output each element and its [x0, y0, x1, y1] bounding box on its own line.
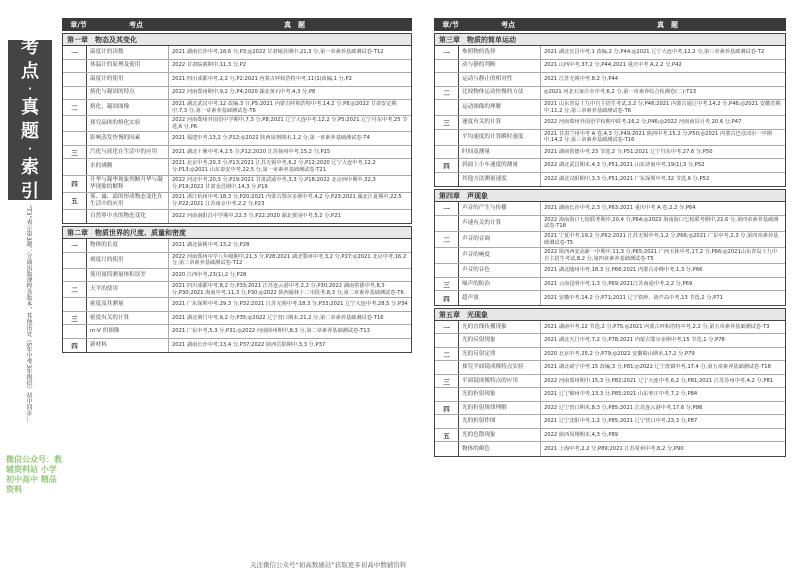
section-number: [435, 415, 459, 428]
index-row: [435, 130, 785, 146]
question-refs: 2021 北京中考,20,3 分,P13;2021 江苏无锡中考,6,2 分,P12;2020 辽宁大连中考,12,2 分,P13;◎2021 山东泰安中考,22,5 分,第一章素养基础测试卷-T21: [172, 160, 376, 173]
knowledge-point: 超声波: [459, 291, 541, 305]
brand-char: ·: [28, 144, 32, 155]
question-refs: 2021 宁夏中考,19,2 分,P62;2021 江苏无锡中考,1,2 分,P66;◎2021 广东中考,2,3 分,第四章素养基础测试卷-T5: [544, 233, 779, 246]
index-row: [435, 216, 785, 232]
index-row: [63, 239, 411, 253]
question-refs: 2022 陕西凤翔期末,4,3 分,P89: [544, 431, 619, 438]
question-refs: 2021 湖南长沙中考,18,6 分,P3;◎2022 甘肃岷县期中,21,3 分,第一章素养基础测试卷-T12: [172, 48, 384, 55]
index-row: [63, 325, 411, 339]
chapter-block: [62, 226, 412, 353]
section-number: 四: [435, 291, 459, 305]
section-number: [63, 132, 87, 145]
section-number: 三: [435, 375, 459, 388]
index-row: [63, 269, 411, 283]
section-number: 四: [63, 339, 87, 353]
question-refs: 2022 湖北武昌期末,4,3 分,P51;2021 山东济南中考,19(1),3 分,P52: [544, 162, 705, 169]
chapter-block: [434, 189, 786, 306]
section-number: [63, 298, 87, 311]
knowledge-point: 声音的产生与传播: [459, 202, 541, 215]
section-number: 三: [435, 278, 459, 291]
section-number: 四: [435, 402, 459, 415]
knowledge-point: 参照物的选择: [459, 46, 541, 59]
question-refs: 2021 湖北武汉中考,12 改编,3 分,P5;2021 内蒙古呼和浩特中考,14,2 分,P8;◎2022 甘肃安定期中,7,3 分,第一章素养基础测试卷-T6: [172, 101, 397, 114]
section-number: 二: [63, 282, 87, 297]
index-row: [435, 159, 785, 173]
knowledge-point: 声音的音调: [459, 232, 541, 247]
knowledge-point: 噪声的防治: [459, 278, 541, 291]
question-refs: 2021 湖北十堰中考,4,2.5 分,P12;2020 江苏扬州中考,15,2 分,P15: [172, 148, 331, 155]
question-refs: 2022 湖北汉阳期中,3,3 分,P51;2021 广东深圳中考,32 节选,6 分,P52: [544, 176, 710, 183]
section-number: [63, 253, 87, 268]
question-refs: 2021 湖北荆门中考,9,2 分,P35;◎2022 辽宁营口期末,21,2 分,第二章素养基础测试卷-T16: [172, 314, 384, 321]
chapter-block: [62, 33, 412, 224]
question-refs: 2021 广东深圳中考,29,3 分,P32;2021 江苏无锡中考,18,3 分,P33;2021 辽宁大连中考,28,5 分,P34: [172, 301, 408, 308]
index-row: [63, 282, 411, 298]
index-row: [435, 116, 785, 130]
chapter-title: 第四章 声现象: [435, 190, 785, 202]
knowledge-point: 动与静的判断: [459, 60, 541, 73]
index-row: [63, 193, 411, 210]
question-refs: 2021 安徽中考,14,2 分,P71;2021 辽宁铁岭、葫芦岛中考,13 节选,2 分,P71: [544, 294, 723, 301]
section-number: [63, 159, 87, 174]
question-refs: 2022 甘肃临洮期中,11,3 分,P2: [172, 62, 247, 69]
knowledge-point: 运动图像的理解: [459, 100, 541, 115]
question-refs: ◎2021 河北石家庄市中考,6,2 分,第一章素养综合检测卷(二)-T13: [544, 89, 697, 96]
knowledge-point: 密度有关的计算: [87, 312, 169, 325]
knowledge-point: 物体的长度: [87, 239, 169, 252]
brand-vertical-title: [8, 37, 52, 202]
index-row: [435, 248, 785, 264]
knowledge-point: 熔化、凝固图像: [87, 100, 169, 115]
section-number: [63, 210, 87, 224]
index-row: [435, 321, 785, 335]
knowledge-point: m-V 的图像: [87, 325, 169, 338]
index-row: [63, 60, 411, 74]
brand-char: ·: [28, 84, 32, 95]
index-row: [435, 146, 785, 160]
brand-char: 引: [21, 181, 39, 202]
knowledge-point: 平面镜成像特点的应用: [459, 375, 541, 388]
index-row: [63, 73, 411, 87]
index-row: [435, 264, 785, 278]
chapter-title: 第五章 光现象: [435, 309, 785, 321]
brand-char: 点: [21, 61, 39, 82]
knowledge-point: 声音的音色: [459, 264, 541, 277]
table-header: [434, 18, 786, 31]
question-refs: 2021 辽宁锦州中考,13,3 分,P85;2021 山东枣庄中考,7,2 分,P84: [544, 391, 698, 398]
index-row: [435, 402, 785, 416]
index-row: [63, 339, 411, 353]
section-number: 四: [435, 159, 459, 172]
index-row: [435, 375, 785, 389]
question-refs: 2022 河南郑州外国语中学期中,7,3 分,P8;2021 辽宁大连中考,12,2 分,P5;2021 辽宁丹东中考,25 节选,6 分,P6: [172, 117, 408, 130]
index-row: [435, 442, 785, 456]
question-refs: 2021 湖南中考,12 节选,2 分,P75;◎2021 内蒙古呼和浩特中考,2,2 分,第五章素养基础测试卷-T3: [544, 323, 770, 330]
knowledge-point: 体温计的原理及使用: [87, 60, 169, 73]
knowledge-point: 影响蒸发快慢的因素: [87, 132, 169, 145]
section-number: [435, 130, 459, 145]
knowledge-point: 新材料: [87, 339, 169, 353]
question-refs: 2021 四川成都中考,2,2 分,P2;2021 内蒙古呼和浩特中考,11(1)改编,1 分,P2: [172, 75, 352, 82]
index-row: [63, 253, 411, 269]
question-refs: 2021 湖北宜昌中考,1 改编,2 分,P44;◎2021 辽宁大连中考,12,2 分,第三章素养基础测试卷-T2: [544, 48, 765, 55]
question-refs: 2021 浙江杭州中考,18,3 分,P20;2021 内蒙古鄂尔多斯中考,4,2 分,P23;2021 湖北江夏期中,22,5 分,P22;2021 江苏南京中考,2,2 分,P23: [172, 193, 402, 207]
knowledge-point: 自然界中水的物态变化: [87, 210, 169, 224]
section-number: 二: [63, 100, 87, 115]
section-number: [435, 100, 459, 115]
section-number: [435, 60, 459, 73]
section-number: [435, 361, 459, 374]
knowledge-point: 熔化与凝固的特点: [87, 87, 169, 100]
knowledge-point: 升华与凝华现象判断升华与凝华现象的解释: [87, 176, 169, 192]
section-number: 二: [435, 232, 459, 247]
question-refs: 2022 陕西西安高新一中期中,11,3 分,P65;2021 广西玉林中考,17,2 分,P66;◎2021山东青岛十九中自主招生考试,8,2 分,第四章素养基础测试卷-T5: [544, 249, 778, 262]
knowledge-point: 平均速度的计算瞬时速度: [459, 130, 541, 145]
header-knowledge: 考点: [129, 20, 143, 29]
chapter-block: [434, 33, 786, 187]
question-refs: 2021 福建中考,13,2 分,P12;◎2022 陕西凤翔期末,1,2 分,第一章素养基础测试卷-T4: [172, 135, 370, 142]
section-number: 五: [435, 429, 459, 442]
index-row: [435, 291, 785, 305]
index-row: [435, 46, 785, 60]
brand-char: 题: [21, 121, 39, 142]
question-refs: 2021 甘肃兰州中考 A 卷,4,3 分,P49;2021 陕西中考,15,2 分,P50;◎2021 内蒙古巴彦淖尔一中期中,14,2 分,第三章素养基础测试卷-T16: [544, 130, 772, 144]
question-refs: 2021 广东中考,5,3 分,P31;◎2022 河南陕州期中,8,3 分,第二章素养基础测试卷-T13: [172, 328, 370, 335]
index-row: [63, 176, 411, 193]
question-refs: 2022 海南海口七校联考期中,20,4 分,P64;◎2022 海南海口七校联考期中,22,6 分,第四章素养基础测试卷-T18: [544, 216, 779, 230]
section-number: [435, 442, 459, 456]
section-number: [435, 173, 459, 187]
question-refs: 2020 北京中考,25,2 分,P79;◎2022 安徽蜀山期末,17,2 分,P79: [544, 350, 695, 357]
index-row: [63, 146, 411, 160]
page-footer: 关注微信公众号“初高数辅站”获取更多初高中数辅资料: [250, 561, 407, 569]
knowledge-point: 运动与静止的相对性: [459, 73, 541, 86]
chapter-block: [434, 308, 786, 457]
question-refs: 2021 湖北仙桃中考,13,2 分,P28: [172, 242, 250, 249]
brand-char: 考: [21, 37, 39, 58]
brand-char: 索: [21, 157, 39, 178]
knowledge-point: 光的折射作图: [459, 415, 541, 428]
table-header: [62, 18, 412, 31]
knowledge-point: 声音的响度: [459, 248, 541, 263]
index-row: [435, 173, 785, 187]
question-refs: 2021 湖北随州中考,18,3 分,P66;2021 内蒙古赤峰中考,1,3 分,P66: [544, 267, 703, 274]
index-row: [435, 60, 785, 74]
knowledge-point: 使用量筒测量体积误差: [87, 269, 169, 282]
index-row: [435, 361, 785, 375]
knowledge-point: 探究晶体的熔化实验: [87, 116, 169, 131]
index-row: [435, 73, 785, 87]
header-knowledge: 考点: [501, 20, 515, 29]
question-refs: 2021 上海中考,2,2 分,P89;2021 江苏常州中考,6,2 分,P90: [544, 445, 684, 452]
knowledge-point: 探究平面镜成像特点实验: [459, 361, 541, 374]
section-number: 四: [63, 176, 87, 192]
section-number: 一: [435, 46, 459, 59]
section-number: [435, 388, 459, 401]
section-number: 三: [63, 312, 87, 325]
question-refs: 2022 辽宁营口期末,8,3 分,P85;2021 江苏连云港中考,17,6 分,P86: [544, 404, 703, 411]
section-number: [63, 73, 87, 86]
index-row: [63, 159, 411, 175]
question-refs: 2021 湖南长沙中考,2,3 分,P63;2021 重庆中考 A 卷,2,2 分,P64: [544, 205, 696, 212]
section-number: 五: [63, 193, 87, 209]
question-refs: 2021 湖南常德中考,23 节选,2 分,P51;2021 辽宁丹东中考,27,6 分,P50: [544, 148, 713, 155]
question-refs: 2021 湖北咸宁中考,15 改编,3 分,P81;◎2022 辽宁盘锦中考,17,4 分,第五章素养基础测试卷-T18: [544, 364, 771, 371]
index-row: [63, 46, 411, 60]
section-number: [63, 325, 87, 338]
index-row: [63, 132, 411, 146]
question-refs: 2022 河南郑州中学八年级期中,21,3 分,P28;2021 湖北鄂州中考,3,2 分,P27;◎2021 北京中考,16,2 分,第二章素养基础测试卷-T12: [172, 253, 407, 267]
index-row: [435, 232, 785, 248]
question-refs: 2021 云南昆明中考,1,3 分,P69;2021江苏南通中考,2,2 分,P69: [544, 280, 693, 287]
header-questions: 真 题: [284, 20, 305, 29]
knowledge-point: 温度计的读数: [87, 46, 169, 59]
knowledge-point: 光的色散现象: [459, 429, 541, 442]
question-refs: 2020 江西中考,23(1),2 分,P28: [172, 271, 247, 278]
chapter-title: 第一章 物态及其变化: [63, 34, 411, 46]
section-number: 一: [435, 321, 459, 334]
question-refs: 2022 河南南阳昌中学期中,22,3 分,P22;2020 湖北黄冈中考,5,2 分,P21: [172, 213, 341, 220]
index-row: [435, 202, 785, 216]
index-row: [63, 312, 411, 326]
section-number: [63, 116, 87, 131]
index-row: [435, 100, 785, 116]
knowledge-point: 光的直线传播现象: [459, 321, 541, 334]
knowledge-point: 速度有关的计算: [459, 116, 541, 129]
chapter-title: 第二章 物质世界的尺度、质量和密度: [63, 227, 411, 239]
side-note: “T3”表示第3题；分离出版课程各版本，其他出处《5年中考3年模拟》初中同步…: [25, 205, 32, 423]
index-row: [63, 210, 411, 224]
index-row: [435, 87, 785, 101]
index-row: [435, 429, 785, 443]
section-number: 一: [63, 46, 87, 59]
knowledge-point: 密度及其测量: [87, 298, 169, 311]
question-refs: 2021 山东青岛十九中自主招生考试,3,2 分,P46;2021 内蒙古通辽中考,14,2 分,P46;◎2021 安徽省期中,11,2 分,第三章素养基础测试卷-T6: [544, 101, 781, 114]
knowledge-point: 光的折射现象: [459, 388, 541, 401]
section-number: [435, 264, 459, 277]
section-number: [435, 146, 459, 159]
question-refs: 2021 辽宁沈阳中考,1,2 分,P85;2021 辽宁营口中考,23,3 分,P87: [544, 418, 698, 425]
knowledge-point: 光的反射现象: [459, 334, 541, 347]
knowledge-point: 其他方法测量速度: [459, 173, 541, 187]
knowledge-point: 汽化与液化在生活中的应用: [87, 146, 169, 159]
knowledge-point: 比较物体运动快慢的方法: [459, 87, 541, 100]
index-row: [435, 415, 785, 429]
section-number: [63, 87, 87, 100]
knowledge-point: 光的折射规律理解: [459, 402, 541, 415]
brand-char: 真: [21, 97, 39, 118]
section-number: 三: [63, 146, 87, 159]
header-chapter: 章/节: [442, 20, 459, 29]
section-number: [435, 334, 459, 347]
section-number: [63, 269, 87, 282]
knowledge-point: 物体的颜色: [459, 442, 541, 456]
left-index-panel: [62, 18, 412, 554]
index-row: [63, 116, 411, 132]
section-number: 一: [63, 239, 87, 252]
section-number: 二: [435, 87, 459, 100]
question-refs: 2021 山西中考,37,2 分,P44;2021 重庆中考 A,2,2 分,P42: [544, 62, 682, 69]
question-refs: 2022 河南郑州外国语学校期中联考,16,2 分,P46;◎2022 河南商县月考,20,6 分,P47: [544, 119, 742, 126]
index-row: [435, 334, 785, 348]
question-refs: 2022 河南郑州期中,15,3 分,P82;2021 辽宁大连中考,6,2 分,P81;2021 江苏苏州中考,4,2 分,P81: [544, 377, 774, 384]
chapter-title: 第三章 物质的简单运动: [435, 34, 785, 46]
knowledge-point: 时间及测量: [459, 146, 541, 159]
section-number: [435, 73, 459, 86]
section-number: [435, 248, 459, 263]
question-refs: 2022 河南郑州期中,9,2 分,P4;2020 湖北黄石中考,4,3 分,P8: [172, 89, 316, 96]
section-number: 三: [435, 116, 459, 129]
index-row: [63, 100, 411, 116]
header-questions: 真 题: [657, 20, 678, 29]
knowledge-point: 天平的使用: [87, 282, 169, 297]
question-refs: 2021 江苏无锡中考,8,2 分,P44: [544, 75, 619, 82]
section-number: [63, 60, 87, 73]
knowledge-point: 声速有关的计算: [459, 216, 541, 231]
watermark: 微信公众号：教辅资料站 小学初中高中 精品资料: [6, 455, 62, 494]
knowledge-point: 光的反射定律: [459, 348, 541, 361]
index-row: [63, 298, 411, 312]
right-index-panel: [434, 18, 786, 554]
question-refs: 2021 湖北天门中考,7,2 分,P78;2021 内蒙古鄂尔多斯中考,15 节选,1 分,P78: [544, 337, 725, 344]
section-number: [435, 216, 459, 231]
header-chapter: 章/节: [70, 20, 87, 29]
knowledge-point: 水的沸腾: [87, 159, 169, 174]
index-row: [435, 348, 785, 362]
knowledge-point: 雾、露、霜的形成物态变化在生活中的应用: [87, 193, 169, 209]
index-row: [435, 278, 785, 292]
sidebar: [0, 0, 60, 574]
section-number: 一: [435, 202, 459, 215]
index-row: [435, 388, 785, 402]
question-refs: 2021 湖南长沙中考,13,4 分,P37;2022 陕西岳阳期中,3,3 分,P37: [172, 342, 326, 349]
index-row: [63, 87, 411, 101]
question-refs: 2022 河北中考,20,3 分,P19;2021 甘肃武威中考,3,3 分,P18;2022 北京西中期中,32,3 分,P19;2022 甘肃金昌期中,14,3 分,P19: [172, 176, 376, 190]
section-number: 二: [435, 348, 459, 361]
knowledge-point: 斜面上小车速度的测量: [459, 159, 541, 172]
knowledge-point: 刻度尺的使用: [87, 253, 169, 268]
question-refs: 2021 四川成都中考,8,2 分,P33;2021 江苏连云港中考,2,2 分,P30;2022 湖南常德中考,8,3 分,P30;2021 海南中考,11,3 分,P30;◎2022 陕西榆林十二中段考,8,3 分,第二章素养基础测试卷-T6: [172, 283, 404, 296]
knowledge-point: 温度计的使用: [87, 73, 169, 86]
